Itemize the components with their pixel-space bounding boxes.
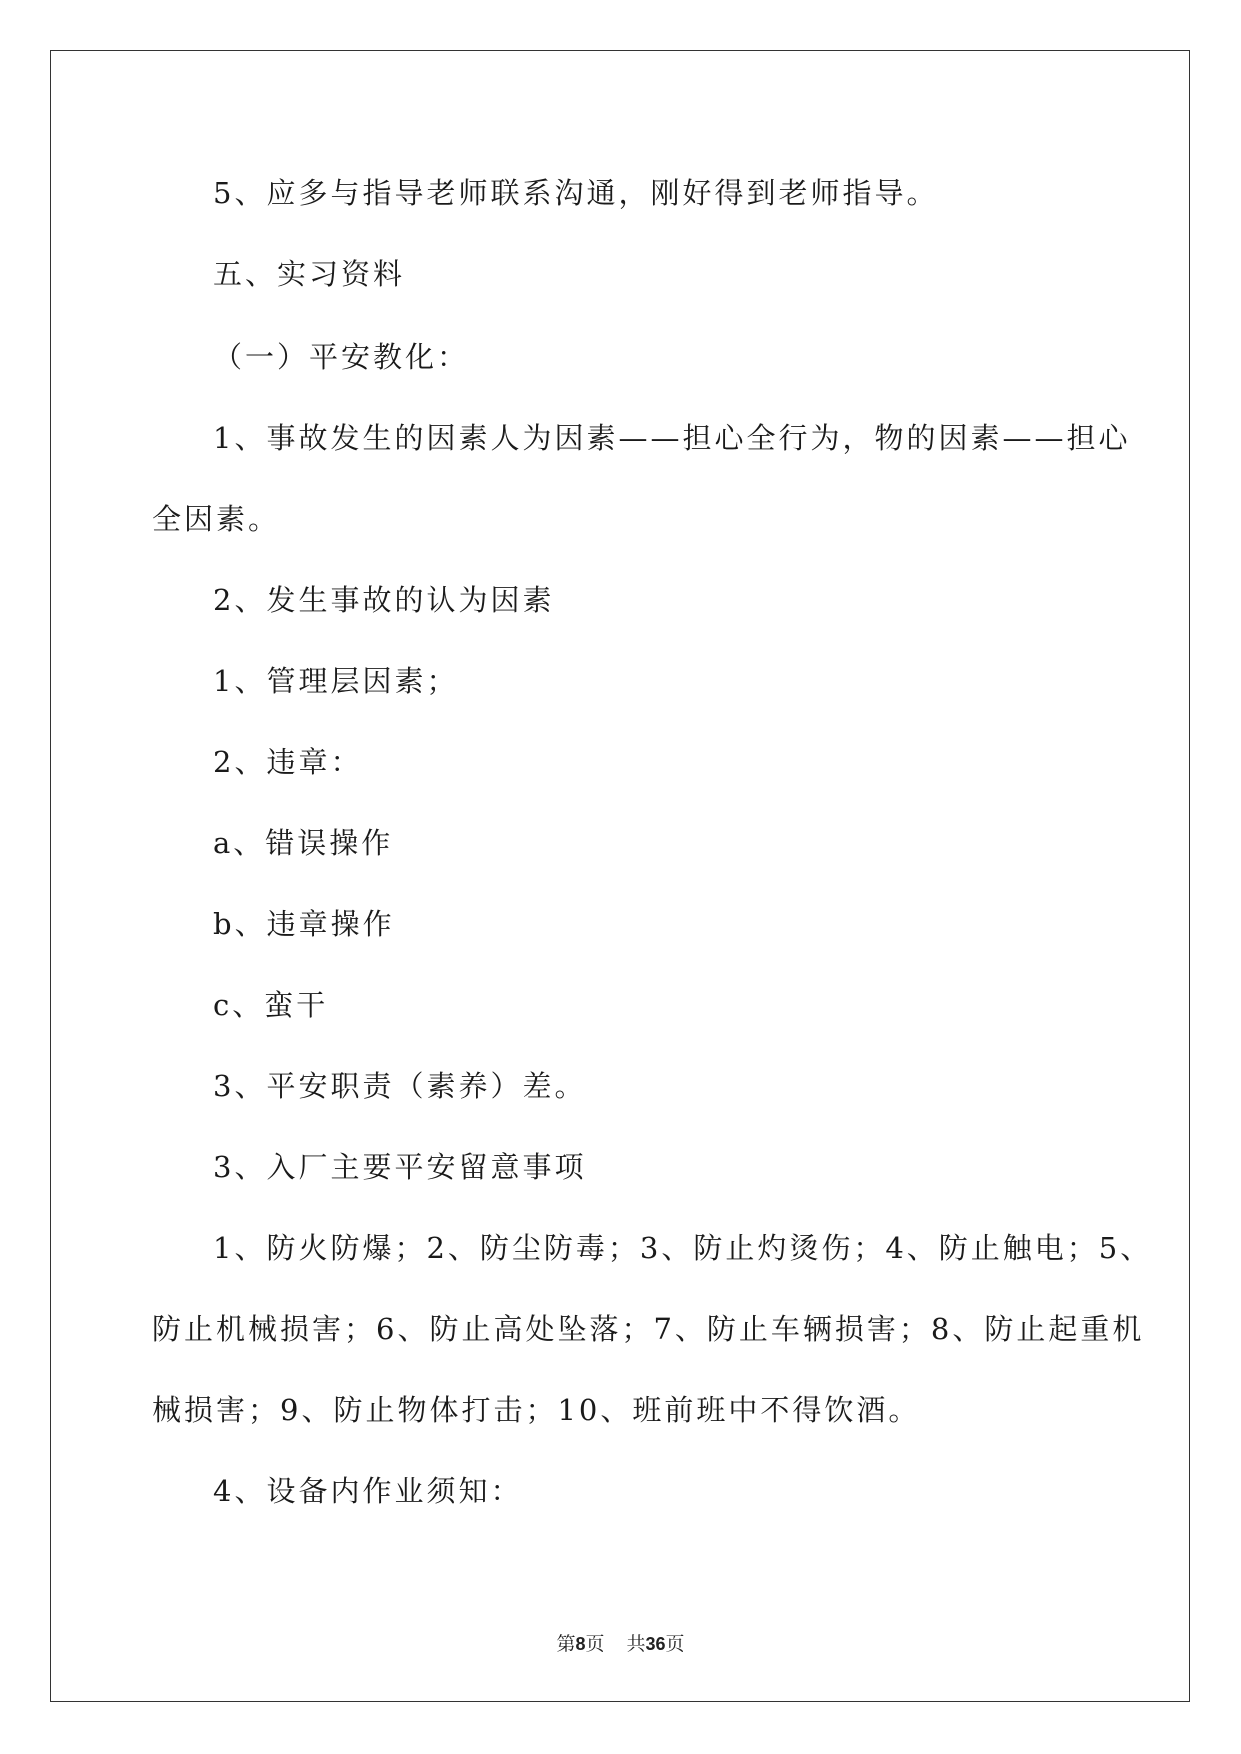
total-pages: 36 — [645, 1634, 666, 1654]
paragraph-line: 1、事故发生的因素人为因素——担心全行为，物的因素——担心 — [213, 421, 1131, 455]
subsection-heading: （一）平安教化： — [213, 340, 470, 374]
paragraph-line: 防止机械损害；6、防止高处坠落；7、防止车辆损害；8、防止起重机 — [152, 1312, 1145, 1346]
paragraph-line: a、错误操作 — [213, 826, 394, 860]
paragraph-line: 3、平安职责（素养）差。 — [213, 1069, 587, 1103]
paragraph-line: 5、应多与指导老师联系沟通，刚好得到老师指导。 — [213, 176, 939, 210]
page-footer — [0, 1632, 1241, 1657]
total-suffix: 页 — [665, 1634, 685, 1655]
paragraph-line: 2、发生事故的认为因素 — [213, 583, 555, 617]
paragraph-line: 全因素。 — [152, 502, 281, 536]
paragraph-line: 1、管理层因素； — [213, 664, 459, 698]
page-border — [50, 50, 1190, 1702]
section-heading: 五、实习资料 — [213, 257, 406, 291]
page-suffix: 页 — [585, 1634, 605, 1655]
paragraph-line: c、蛮干 — [213, 988, 329, 1022]
total-prefix: 共 — [626, 1634, 646, 1655]
paragraph-line: 2、违章： — [213, 745, 363, 779]
paragraph-line: 1、防火防爆；2、防尘防毒；3、防止灼烫伤；4、防止触电；5、 — [213, 1231, 1153, 1265]
paragraph-line: 械损害；9、防止物体打击；10、班前班中不得饮酒。 — [152, 1393, 921, 1427]
paragraph-line: 3、入厂主要平安留意事项 — [213, 1150, 587, 1184]
paragraph-line: 4、设备内作业须知： — [213, 1474, 523, 1508]
paragraph-line: b、违章操作 — [213, 907, 395, 941]
page-prefix: 第 — [556, 1634, 576, 1655]
page-number: 8 — [575, 1634, 586, 1654]
